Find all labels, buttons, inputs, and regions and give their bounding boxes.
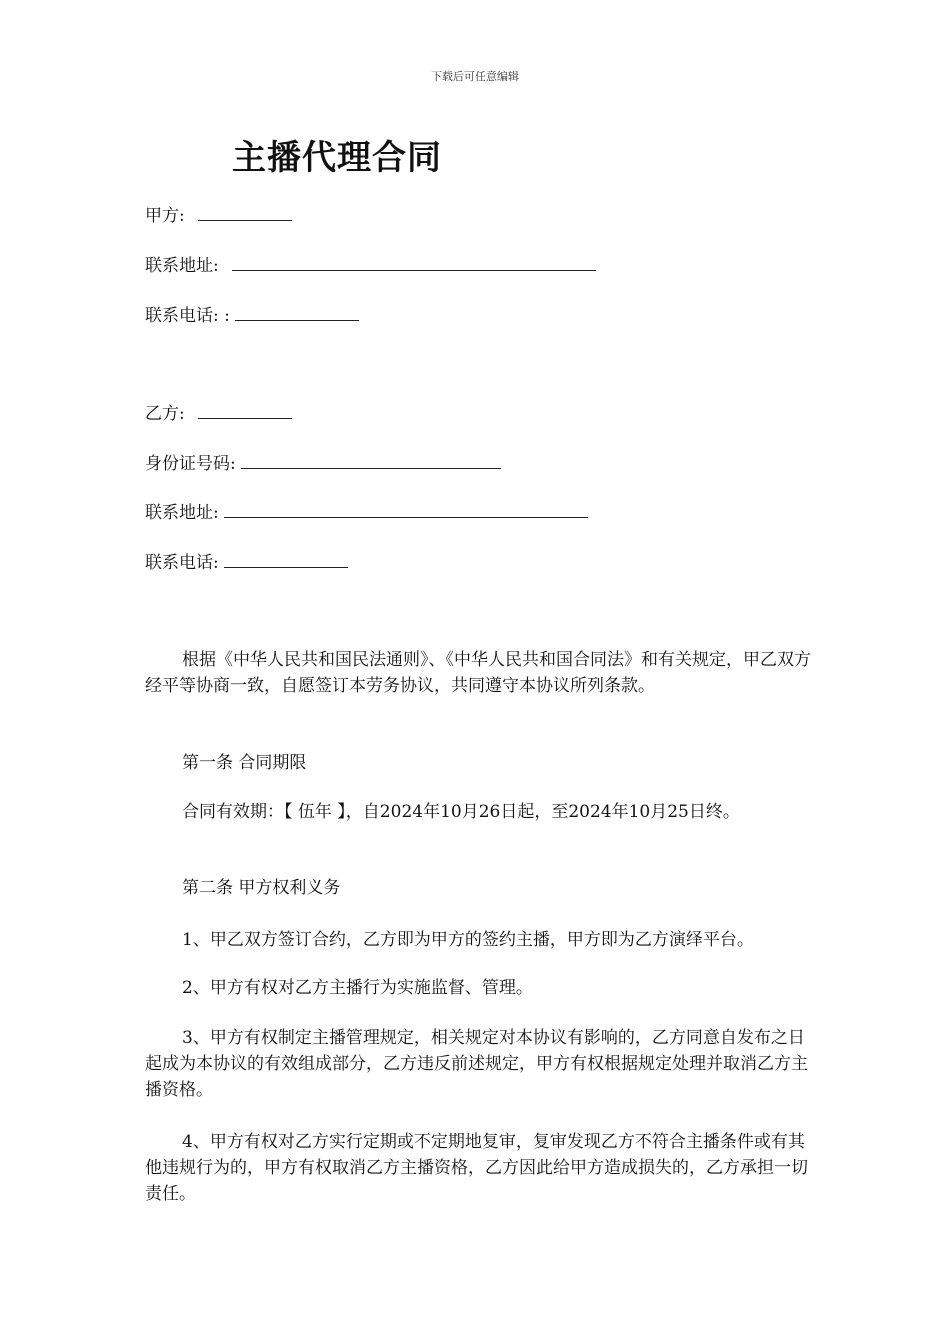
party-a-phone-blank xyxy=(235,304,359,321)
header-note: 下载后可任意编辑 xyxy=(431,70,519,83)
party-a-phone-label: 联系电话: : xyxy=(145,306,230,326)
party-b-phone-blank xyxy=(224,551,348,568)
party-a-field xyxy=(145,204,292,227)
party-b-blank xyxy=(198,402,292,419)
party-b-id-label: 身份证号码: xyxy=(145,454,236,474)
clause-2-title: 第二条 甲方权利义务 xyxy=(182,878,341,898)
document-title: 主播代理合同 xyxy=(232,138,442,178)
party-b-address-blank xyxy=(224,501,588,518)
party-b-label: 乙方: xyxy=(145,404,185,424)
party-a-address-blank xyxy=(232,254,596,271)
clause-1-body: 合同有效期：【 伍年 】，自2024年10月26日起，至2024年10月25日终。 xyxy=(182,802,740,822)
party-b-address-field xyxy=(145,501,588,524)
party-b-id-field xyxy=(145,452,501,475)
party-b-address-label: 联系地址: xyxy=(145,503,219,523)
party-b-phone-label: 联系电话: xyxy=(145,553,219,573)
party-a-phone-field xyxy=(145,304,359,327)
clause-2-item-3: 3、甲方有权制定主播管理规定，相关规定对本协议有影响的，乙方同意自发布之日起成为本协议的有效组成部分，乙方违反前述规定，甲方有权根据规定处理并取消乙方主播资格。 xyxy=(145,1028,808,1100)
clause-1-title: 第一条 合同期限 xyxy=(182,753,307,773)
party-b-field xyxy=(145,402,292,425)
party-a-blank xyxy=(198,204,292,221)
clause-2-item-1: 1、甲乙双方签订合约，乙方即为甲方的签约主播，甲方即为乙方演绎平台。 xyxy=(182,930,754,950)
intro-paragraph: 根据《中华人民共和国民法通则》、《中华人民共和国合同法》和有关规定，甲乙双方经平等协商一致，自愿签订本劳务协议，共同遵守本协议所列条款。 xyxy=(145,650,811,696)
clause-2-item-4: 4、甲方有权对乙方实行定期或不定期地复审，复审发现乙方不符合主播条件或有其他违规行为的，甲方有权取消乙方主播资格，乙方因此给甲方造成损失的，乙方承担一切责任。 xyxy=(145,1132,808,1204)
party-a-label: 甲方: xyxy=(145,206,185,226)
party-a-address-label: 联系地址: xyxy=(145,256,219,276)
party-b-phone-field xyxy=(145,551,348,574)
clause-2-item-2: 2、甲方有权对乙方主播行为实施监督、管理。 xyxy=(182,978,533,998)
party-b-id-blank xyxy=(241,452,501,469)
party-a-address-field xyxy=(145,254,596,277)
